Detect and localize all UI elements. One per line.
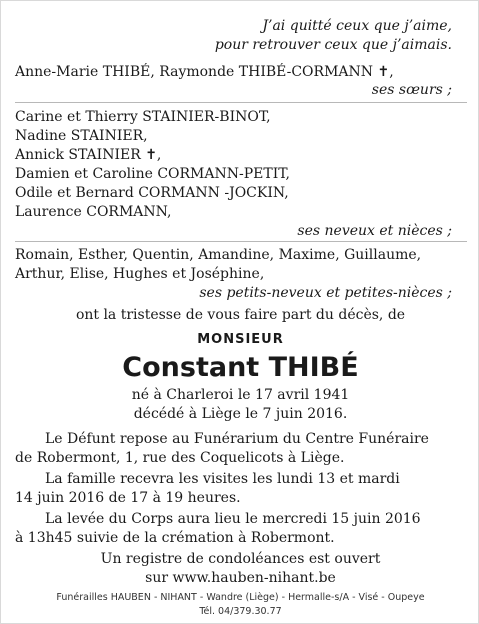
nephews-role: ses neveux et nièces ; — [297, 223, 452, 239]
visits-line-1: La famille recevra les visites les lundi 13 et mardi — [45, 471, 400, 487]
nephew-line: Annick STAINIER ✝, — [15, 147, 162, 163]
nephew-line: Nadine STAINIER, — [15, 128, 148, 144]
birth-info: né à Charleroi le 17 avril 1941 — [131, 387, 350, 403]
divider — [15, 102, 467, 103]
honorific: MONSIEUR — [197, 332, 284, 347]
register-line-2: sur www.hauben-nihant.be — [145, 570, 336, 586]
divider — [15, 241, 467, 242]
grand-nephews-role: ses petits-neveux et petites-nièces ; — [199, 285, 452, 301]
nephew-line: Damien et Caroline CORMANN-PETIT, — [15, 166, 290, 182]
departure-line-1: La levée du Corps aura lieu le mercredi 15 juin 2016 — [45, 511, 421, 527]
quote-line-1: J’ai quitté ceux que j’aime, — [262, 18, 452, 34]
nephew-line: Odile et Bernard CORMANN -JOCKIN, — [15, 185, 289, 201]
quote-line-2: pour retrouver ceux que j’aimais. — [214, 37, 452, 53]
sisters-role: ses sœurs ; — [371, 82, 452, 98]
deceased-name: Constant THIBÉ — [122, 352, 359, 383]
nephew-line: Laurence CORMANN, — [15, 204, 172, 220]
departure-line-2: à 13h45 suivie de la crémation à Robermont. — [15, 530, 335, 546]
rest-line-2: de Robermont, 1, rue des Coquelicots à Liège. — [15, 450, 345, 466]
sisters-names: Anne-Marie THIBÉ, Raymonde THIBÉ-CORMANN ✝, — [15, 64, 394, 80]
grand-nephews-line: Romain, Esther, Quentin, Amandine, Maxime, Guillaume, — [15, 247, 422, 263]
funeral-home-info: Funérailles HAUBEN - NIHANT - Wandre (Liège) - Hermalle-s/A - Visé - Oupeye — [56, 592, 425, 603]
death-info: décédé à Liège le 7 juin 2016. — [133, 406, 348, 422]
announcement: ont la tristesse de vous faire part du décès, de — [75, 307, 406, 323]
visits-line-2: 14 juin 2016 de 17 à 19 heures. — [15, 490, 241, 506]
register-line-1: Un registre de condoléances est ouvert — [100, 551, 381, 567]
grand-nephews-line: Arthur, Elise, Hughes et Joséphine, — [15, 266, 265, 282]
funeral-home-phone: Tél. 04/379.30.77 — [199, 606, 282, 617]
rest-line-1: Le Défunt repose au Funérarium du Centre Funéraire — [45, 431, 429, 447]
nephew-line: Carine et Thierry STAINIER-BINOT, — [15, 109, 271, 125]
